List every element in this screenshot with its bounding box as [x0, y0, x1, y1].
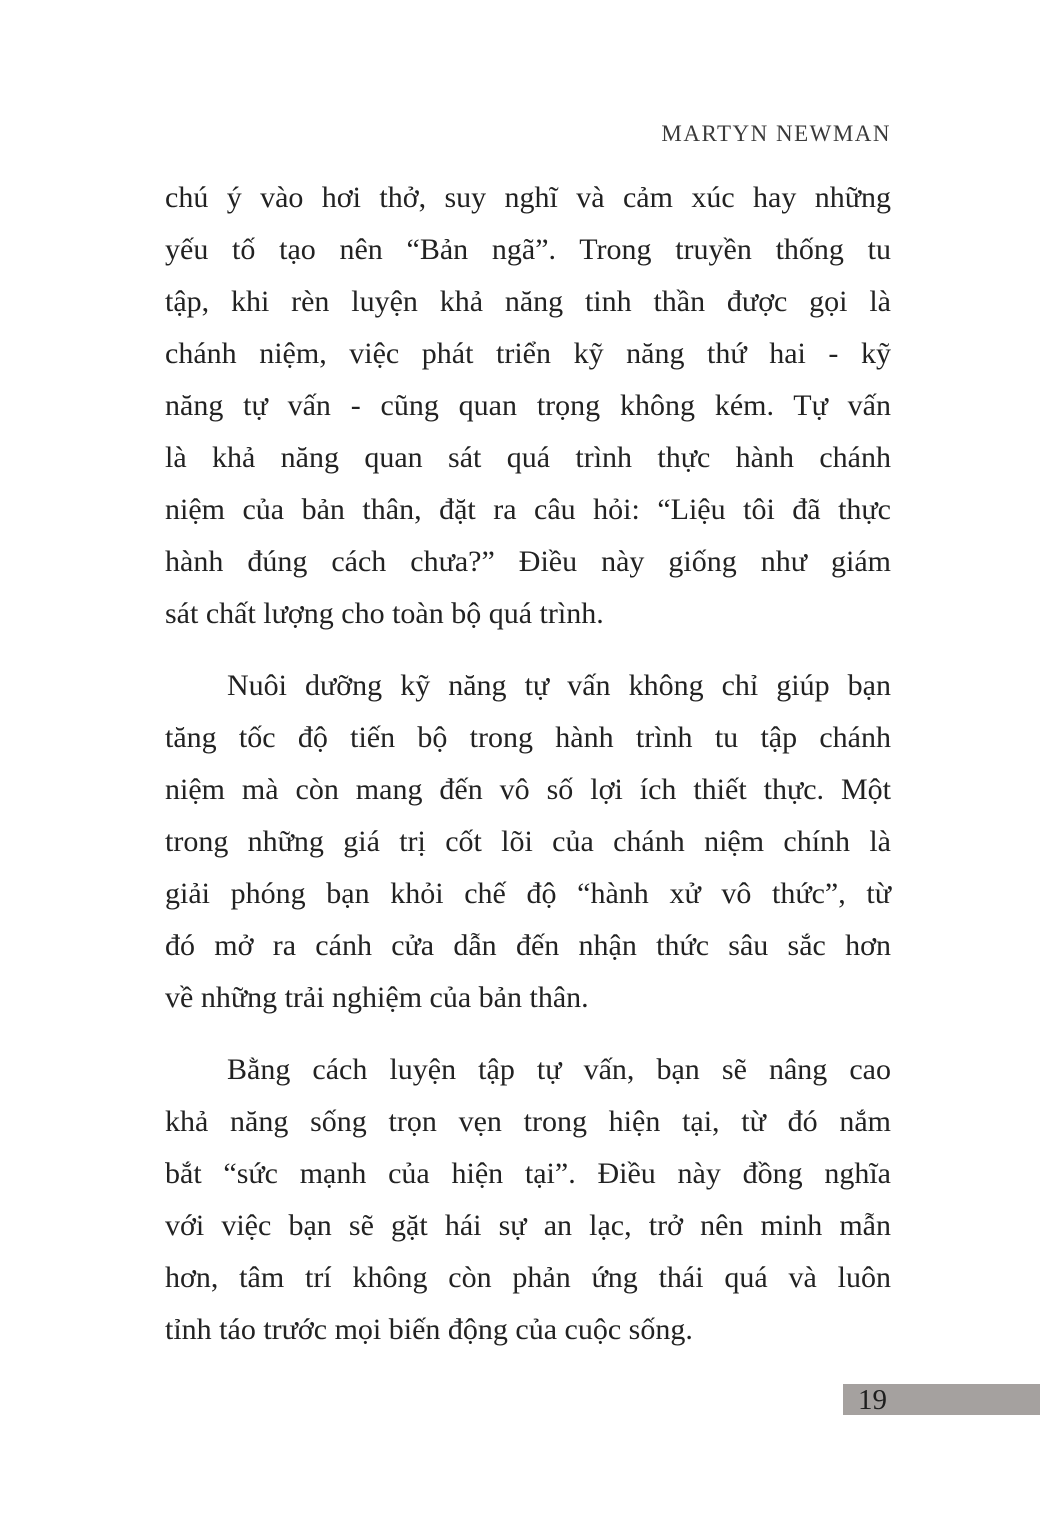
text-line: tỉnh táo trước mọi biến động của cuộc sống.	[165, 1313, 693, 1346]
text-line: tăng tốc độ tiến bộ trong hành trình tu tập chánh	[165, 721, 891, 754]
page-number-bar	[843, 1384, 1040, 1415]
text-line: hành đúng cách chưa?” Điều này giống như giám	[165, 545, 891, 578]
text-line: là khả năng quan sát quá trình thực hành chánh	[165, 441, 891, 474]
text-line: Bằng cách luyện tập tự vấn, bạn sẽ nâng cao	[227, 1053, 891, 1086]
text-line: với việc bạn sẽ gặt hái sự an lạc, trở nên minh mẫn	[165, 1209, 891, 1242]
page-number: 19	[858, 1384, 887, 1416]
text-line: năng tự vấn - cũng quan trọng không kém. Tự vấn	[165, 389, 891, 422]
text-line: khả năng sống trọn vẹn trong hiện tại, từ đó nắm	[165, 1105, 891, 1138]
text-line: tập, khi rèn luyện khả năng tinh thần được gọi là	[165, 285, 891, 318]
paragraph	[165, 660, 891, 1024]
text-line: niệm mà còn mang đến vô số lợi ích thiết thực. Một	[165, 773, 891, 806]
text-line: chú ý vào hơi thở, suy nghĩ và cảm xúc hay những	[165, 181, 891, 214]
text-line: trong những giá trị cốt lõi của chánh niệm chính là	[165, 825, 891, 858]
text-line: về những trải nghiệm của bản thân.	[165, 981, 589, 1014]
text-line: sát chất lượng cho toàn bộ quá trình.	[165, 597, 604, 630]
text-line: bắt “sức mạnh của hiện tại”. Điều này đồng nghĩa	[165, 1157, 891, 1190]
text-line: giải phóng bạn khỏi chế độ “hành xử vô thức”, từ	[165, 877, 891, 910]
text-line: chánh niệm, việc phát triển kỹ năng thứ hai - kỹ	[165, 337, 891, 370]
body-text-block	[165, 172, 891, 1376]
text-line: niệm của bản thân, đặt ra câu hỏi: “Liệu tôi đã thực	[165, 493, 891, 526]
text-line: hơn, tâm trí không còn phản ứng thái quá và luôn	[165, 1261, 891, 1294]
paragraph	[165, 1044, 891, 1356]
text-line: Nuôi dưỡng kỹ năng tự vấn không chỉ giúp bạn	[227, 669, 891, 702]
running-header-author: MARTYN NEWMAN	[661, 121, 891, 146]
paragraph	[165, 172, 891, 640]
text-line: yếu tố tạo nên “Bản ngã”. Trong truyền thống tu	[165, 233, 891, 266]
text-line: đó mở ra cánh cửa dẫn đến nhận thức sâu sắc hơn	[165, 929, 891, 962]
